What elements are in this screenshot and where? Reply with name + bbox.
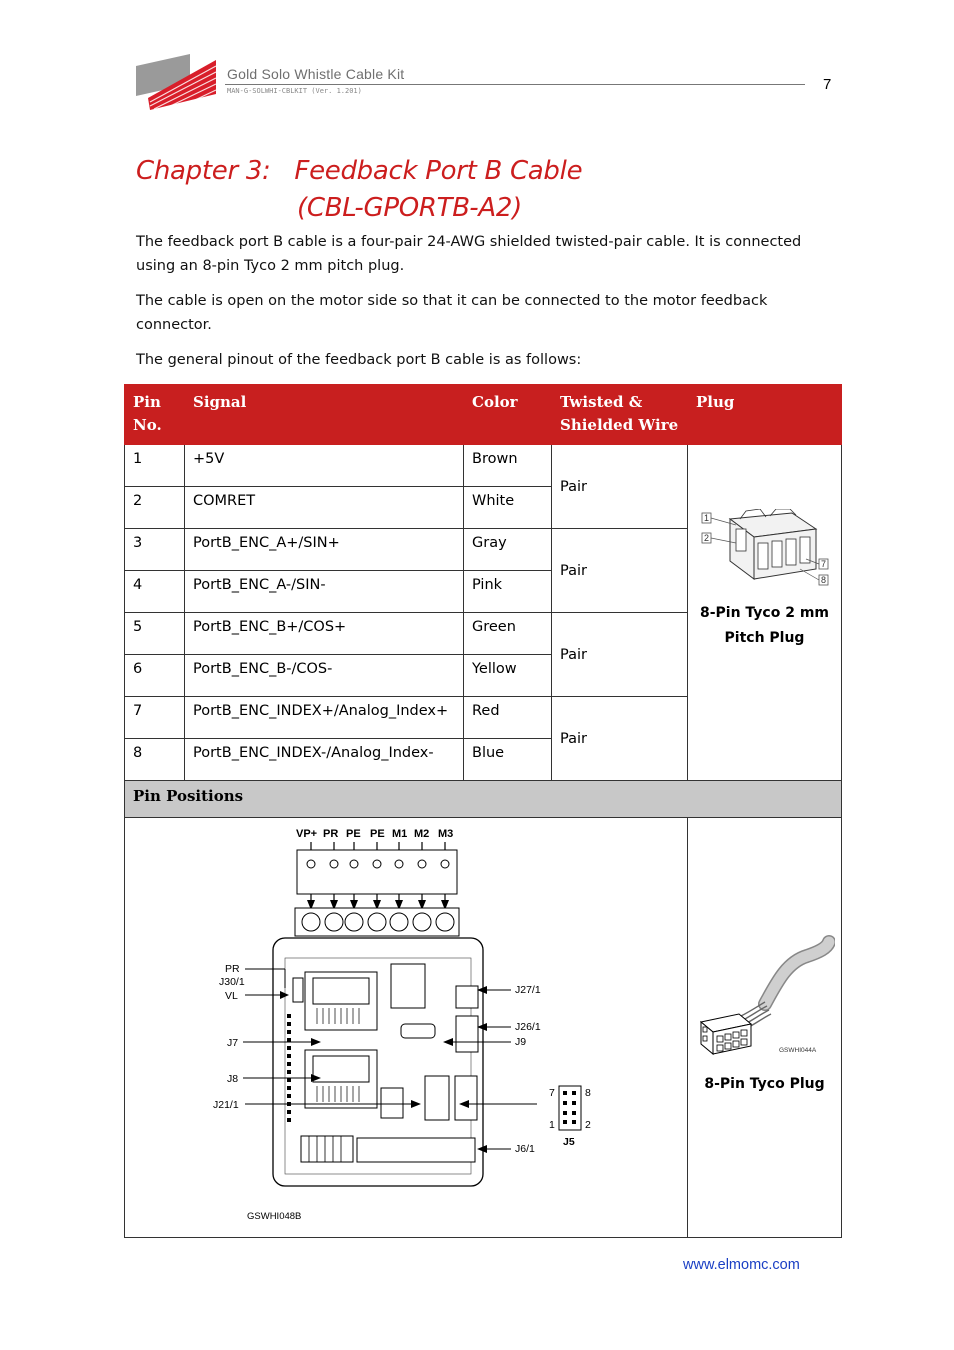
header-signal: Signal xyxy=(185,385,464,445)
right-label-j27: J27/1 xyxy=(515,984,541,996)
top-label-pe1: PE xyxy=(346,828,361,840)
color-cell: Red xyxy=(464,697,552,739)
footer-url[interactable]: www.elmomc.com xyxy=(683,1257,800,1273)
pinout-table xyxy=(124,384,842,1238)
pin-cell: 8 xyxy=(125,739,185,781)
signal-cell: PortB_ENC_INDEX+/Analog_Index+ xyxy=(185,697,464,739)
board-diagram xyxy=(125,818,687,1233)
board-diagram-cell xyxy=(125,818,688,1238)
pin-cell: 4 xyxy=(125,571,185,613)
left-label-pr: PR xyxy=(225,963,240,975)
tyco-plug-figure xyxy=(700,509,830,593)
company-logo xyxy=(136,54,218,110)
signal-cell: PortB_ENC_A-/SIN- xyxy=(185,571,464,613)
header-twisted-shielded: Twisted & Shielded Wire xyxy=(552,385,688,445)
pair-cell: Pair xyxy=(552,445,688,529)
header-rule xyxy=(225,84,805,85)
chapter-title-line1: Chapter 3: Feedback Port B Cable xyxy=(136,156,583,186)
top-label-m2: M2 xyxy=(414,828,430,840)
top-label-vp: VP+ xyxy=(296,828,318,840)
pin-cell: 1 xyxy=(125,445,185,487)
color-cell: Gray xyxy=(464,529,552,571)
page-number: 7 xyxy=(823,76,832,93)
j5-name: J5 xyxy=(563,1136,575,1148)
paragraph-motor-side: The cable is open on the motor side so that it can be connected to the motor feedback connector. xyxy=(136,293,768,333)
pair-cell: Pair xyxy=(552,529,688,613)
left-label-vl: VL xyxy=(225,990,238,1002)
j5-label-8: 8 xyxy=(585,1087,591,1099)
color-cell: Pink xyxy=(464,571,552,613)
color-cell: Green xyxy=(464,613,552,655)
paragraph-intro: The feedback port B cable is a four-pair 24-AWG shielded twisted-pair cable. It is connected using an 8-pin Tyco 2 mm pitch plug. xyxy=(136,234,802,274)
plug-pin-label-7: 7 xyxy=(820,559,826,569)
color-cell: Brown xyxy=(464,445,552,487)
color-cell: White xyxy=(464,487,552,529)
diagram-row xyxy=(125,818,842,1238)
table-header-row xyxy=(125,385,842,445)
pin-cell: 6 xyxy=(125,655,185,697)
left-label-j8: J8 xyxy=(227,1073,239,1085)
signal-cell: PortB_ENC_B+/COS+ xyxy=(185,613,464,655)
chapter-title-line2: (CBL-GPORTB-A2) xyxy=(297,193,522,223)
right-label-j6: J6/1 xyxy=(515,1143,535,1155)
j5-label-1: 1 xyxy=(549,1119,555,1131)
plug-pin-label-2: 2 xyxy=(703,533,709,543)
pin-cell: 2 xyxy=(125,487,185,529)
pin-cell: 5 xyxy=(125,613,185,655)
signal-cell: PortB_ENC_A+/SIN+ xyxy=(185,529,464,571)
pin-positions-row xyxy=(125,781,842,818)
pair-cell: Pair xyxy=(552,697,688,781)
pin-cell: 3 xyxy=(125,529,185,571)
color-cell: Yellow xyxy=(464,655,552,697)
tyco-plug-cell xyxy=(688,818,842,1238)
j5-label-2: 2 xyxy=(585,1119,591,1131)
tyco-plug-image-code: GSWHI044A xyxy=(778,1047,816,1054)
plug-caption-line2: Pitch Plug xyxy=(724,630,805,646)
color-cell: Blue xyxy=(464,739,552,781)
tyco-plug-caption: 8-Pin Tyco Plug xyxy=(704,1076,825,1092)
top-label-m3: M3 xyxy=(438,828,454,840)
header-title: Gold Solo Whistle Cable Kit xyxy=(227,66,405,82)
right-label-j26: J26/1 xyxy=(515,1021,541,1033)
header-doc-id: MAN-G-SOLWHI-CBLKIT (Ver. 1.201) xyxy=(227,87,362,95)
j5-label-7: 7 xyxy=(549,1087,555,1099)
pair-cell: Pair xyxy=(552,613,688,697)
paragraph-pinout-intro: The general pinout of the feedback port B cable is as follows: xyxy=(136,352,582,368)
signal-cell: PortB_ENC_B-/COS- xyxy=(185,655,464,697)
signal-cell: COMRET xyxy=(185,487,464,529)
signal-cell: PortB_ENC_INDEX-/Analog_Index- xyxy=(185,739,464,781)
header-pin-no: Pin No. xyxy=(125,385,185,445)
left-label-j30: J30/1 xyxy=(219,976,245,988)
top-label-pe2: PE xyxy=(370,828,385,840)
top-label-m1: M1 xyxy=(392,828,408,840)
table-row xyxy=(125,445,842,487)
pin-cell: 7 xyxy=(125,697,185,739)
board-image-code: GSWHI048B xyxy=(247,1211,302,1222)
signal-cell: +5V xyxy=(185,445,464,487)
plug-pin-label-1: 1 xyxy=(703,513,709,523)
top-label-pr: PR xyxy=(323,828,339,840)
left-label-j21: J21/1 xyxy=(213,1099,239,1111)
plug-caption-line1: 8-Pin Tyco 2 mm xyxy=(699,605,830,621)
right-label-j9: J9 xyxy=(515,1036,527,1048)
tyco-cable-plug-figure xyxy=(695,934,835,1064)
left-label-j7: J7 xyxy=(227,1037,239,1049)
pin-positions-label: Pin Positions xyxy=(125,781,842,818)
plug-cell xyxy=(688,445,842,781)
header-plug: Plug xyxy=(688,385,842,445)
plug-pin-label-8: 8 xyxy=(820,575,826,585)
header-color: Color xyxy=(464,385,552,445)
